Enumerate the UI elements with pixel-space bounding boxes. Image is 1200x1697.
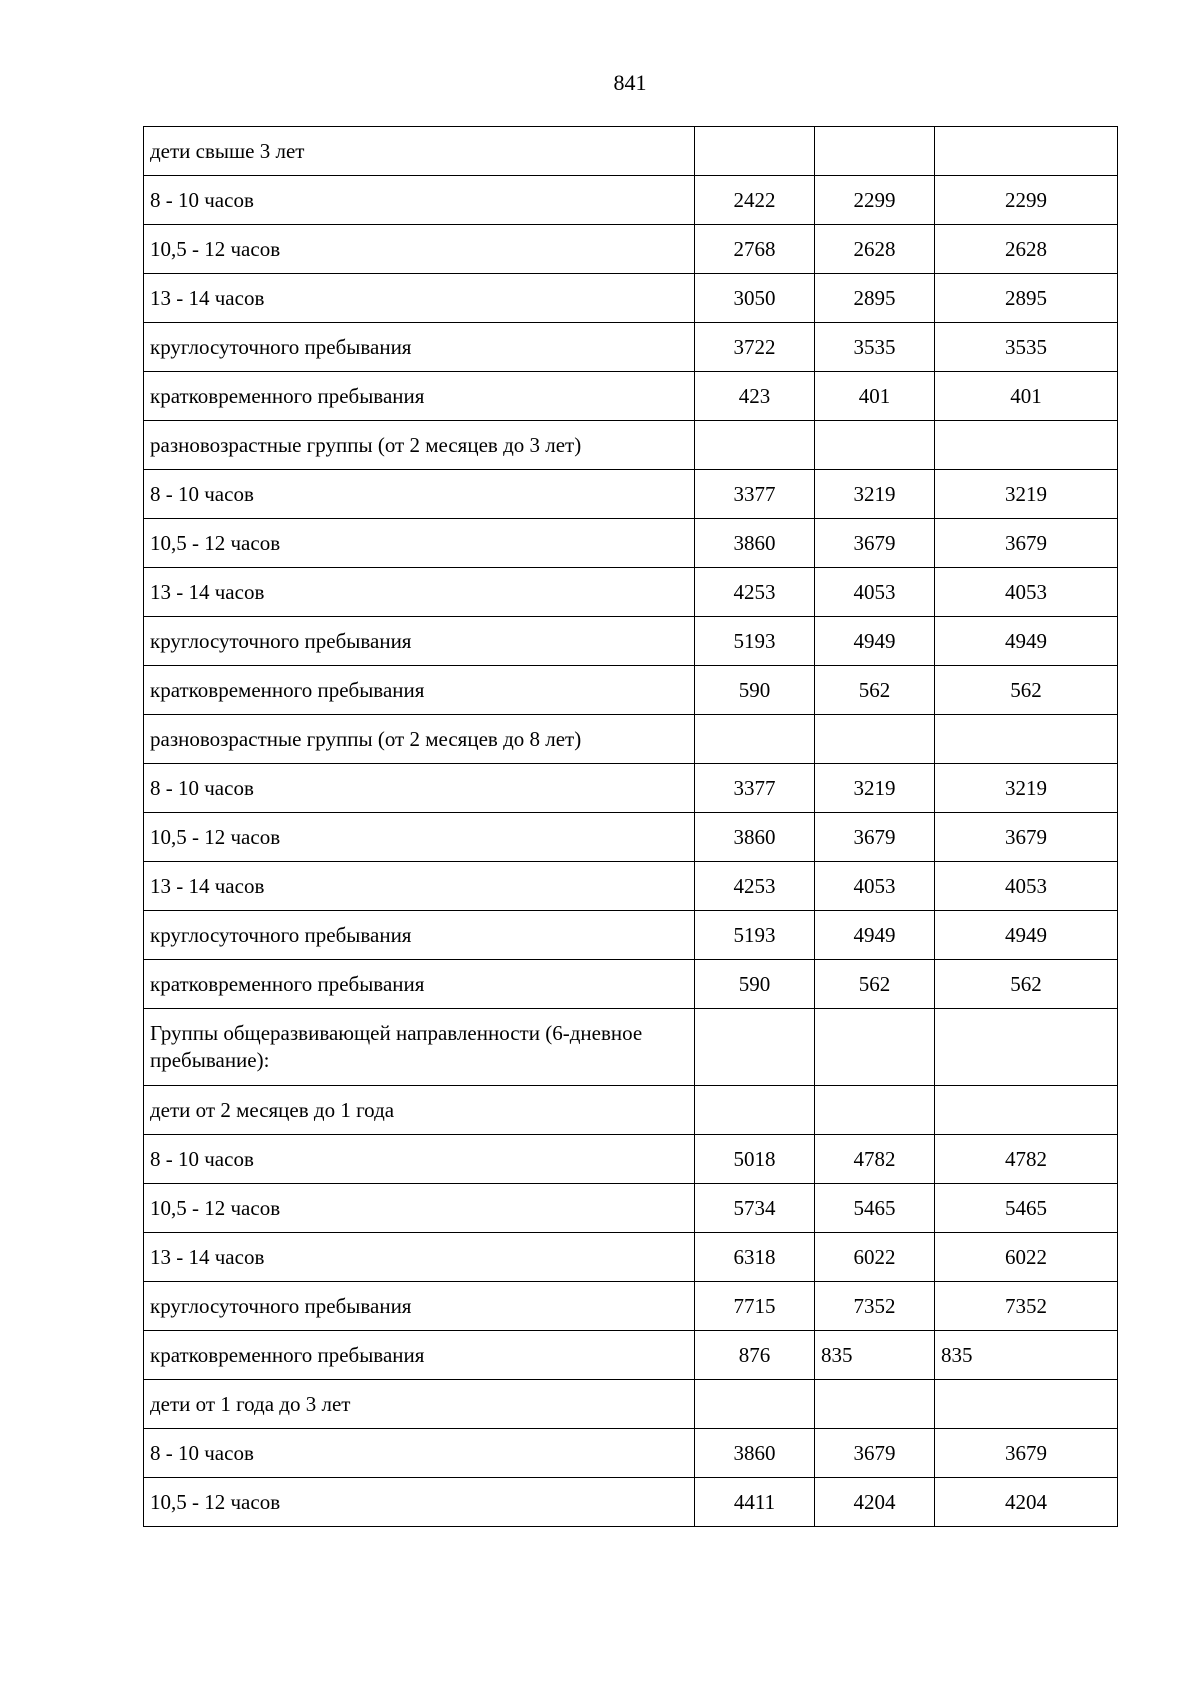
- value-cell-1: 590: [695, 666, 815, 715]
- table-row: [144, 862, 1118, 911]
- value-cell-3: 2895: [935, 274, 1118, 323]
- value-cell-3: [935, 715, 1118, 764]
- value-cell-3: 4053: [935, 862, 1118, 911]
- value-cell-3: 4949: [935, 911, 1118, 960]
- table-row: [144, 1380, 1118, 1429]
- value-cell-2: 835: [815, 1331, 935, 1380]
- row-label: дети от 2 месяцев до 1 года: [144, 1086, 695, 1135]
- value-cell-2: 6022: [815, 1233, 935, 1282]
- value-cell-1: 5193: [695, 617, 815, 666]
- row-label: 10,5 - 12 часов: [144, 1184, 695, 1233]
- value-cell-1: 3377: [695, 764, 815, 813]
- row-label: Группы общеразвивающей направленности (6-дневное пребывание):: [144, 1009, 695, 1086]
- row-label: круглосуточного пребывания: [144, 911, 695, 960]
- value-cell-2: [815, 715, 935, 764]
- value-cell-1: 3050: [695, 274, 815, 323]
- tariff-table: [143, 126, 1118, 1527]
- table-row: [144, 225, 1118, 274]
- value-cell-3: 5465: [935, 1184, 1118, 1233]
- row-label: 13 - 14 часов: [144, 862, 695, 911]
- value-cell-1: 3722: [695, 323, 815, 372]
- value-cell-1: 7715: [695, 1282, 815, 1331]
- table-row: [144, 1429, 1118, 1478]
- value-cell-1: 3860: [695, 1429, 815, 1478]
- value-cell-3: 562: [935, 666, 1118, 715]
- table-row: [144, 1009, 1118, 1086]
- row-label: 13 - 14 часов: [144, 568, 695, 617]
- value-cell-1: [695, 1380, 815, 1429]
- value-cell-2: 2628: [815, 225, 935, 274]
- table-row: [144, 372, 1118, 421]
- value-cell-3: 4204: [935, 1478, 1118, 1527]
- value-cell-3: 4782: [935, 1135, 1118, 1184]
- table-row: [144, 617, 1118, 666]
- row-label: 13 - 14 часов: [144, 1233, 695, 1282]
- value-cell-2: 4949: [815, 911, 935, 960]
- row-label: 8 - 10 часов: [144, 176, 695, 225]
- value-cell-3: 4949: [935, 617, 1118, 666]
- value-cell-2: [815, 1380, 935, 1429]
- value-cell-2: [815, 421, 935, 470]
- value-cell-3: [935, 127, 1118, 176]
- value-cell-1: 2422: [695, 176, 815, 225]
- table-row: [144, 960, 1118, 1009]
- value-cell-2: [815, 127, 935, 176]
- row-label: кратковременного пребывания: [144, 1331, 695, 1380]
- table-row: [144, 1135, 1118, 1184]
- table-row: [144, 127, 1118, 176]
- value-cell-2: [815, 1009, 935, 1086]
- value-cell-3: 562: [935, 960, 1118, 1009]
- table-row: [144, 1086, 1118, 1135]
- value-cell-3: 3679: [935, 1429, 1118, 1478]
- value-cell-1: 423: [695, 372, 815, 421]
- value-cell-2: 401: [815, 372, 935, 421]
- row-label: круглосуточного пребывания: [144, 323, 695, 372]
- value-cell-3: 3219: [935, 470, 1118, 519]
- table-row: [144, 666, 1118, 715]
- value-cell-2: 562: [815, 666, 935, 715]
- row-label: 13 - 14 часов: [144, 274, 695, 323]
- row-label: 10,5 - 12 часов: [144, 813, 695, 862]
- value-cell-3: 401: [935, 372, 1118, 421]
- value-cell-2: 562: [815, 960, 935, 1009]
- value-cell-1: 5193: [695, 911, 815, 960]
- row-label: 8 - 10 часов: [144, 470, 695, 519]
- row-label: дети от 1 года до 3 лет: [144, 1380, 695, 1429]
- page-number: 841: [613, 70, 647, 95]
- table-row: [144, 176, 1118, 225]
- value-cell-1: 5018: [695, 1135, 815, 1184]
- value-cell-1: 5734: [695, 1184, 815, 1233]
- value-cell-1: 6318: [695, 1233, 815, 1282]
- table-row: [144, 323, 1118, 372]
- table-row: [144, 568, 1118, 617]
- value-cell-3: 2628: [935, 225, 1118, 274]
- value-cell-1: [695, 715, 815, 764]
- value-cell-1: 590: [695, 960, 815, 1009]
- value-cell-2: 3219: [815, 764, 935, 813]
- value-cell-3: 835: [935, 1331, 1118, 1380]
- value-cell-2: 4204: [815, 1478, 935, 1527]
- row-label: кратковременного пребывания: [144, 666, 695, 715]
- value-cell-1: [695, 1086, 815, 1135]
- value-cell-2: 7352: [815, 1282, 935, 1331]
- value-cell-2: 4949: [815, 617, 935, 666]
- table-row: [144, 274, 1118, 323]
- row-label: 8 - 10 часов: [144, 1135, 695, 1184]
- row-label: разновозрастные группы (от 2 месяцев до 3 лет): [144, 421, 695, 470]
- row-label: 10,5 - 12 часов: [144, 519, 695, 568]
- row-label: дети свыше 3 лет: [144, 127, 695, 176]
- table-row: [144, 1282, 1118, 1331]
- value-cell-2: 3535: [815, 323, 935, 372]
- table-row: [144, 1233, 1118, 1282]
- row-label: разновозрастные группы (от 2 месяцев до 8 лет): [144, 715, 695, 764]
- row-label: 10,5 - 12 часов: [144, 1478, 695, 1527]
- value-cell-2: 4053: [815, 568, 935, 617]
- table-row: [144, 1478, 1118, 1527]
- value-cell-1: 3860: [695, 519, 815, 568]
- value-cell-2: 2895: [815, 274, 935, 323]
- value-cell-1: 4253: [695, 862, 815, 911]
- value-cell-1: [695, 127, 815, 176]
- value-cell-2: 3679: [815, 1429, 935, 1478]
- row-label: круглосуточного пребывания: [144, 1282, 695, 1331]
- table-row: [144, 813, 1118, 862]
- value-cell-2: 3219: [815, 470, 935, 519]
- table-row: [144, 1184, 1118, 1233]
- value-cell-3: 3219: [935, 764, 1118, 813]
- row-label: кратковременного пребывания: [144, 960, 695, 1009]
- value-cell-1: [695, 421, 815, 470]
- value-cell-2: 5465: [815, 1184, 935, 1233]
- value-cell-2: [815, 1086, 935, 1135]
- value-cell-1: 3860: [695, 813, 815, 862]
- table-row: [144, 764, 1118, 813]
- value-cell-1: 4411: [695, 1478, 815, 1527]
- value-cell-1: [695, 1009, 815, 1086]
- value-cell-1: 876: [695, 1331, 815, 1380]
- value-cell-2: 4782: [815, 1135, 935, 1184]
- value-cell-3: 3679: [935, 519, 1118, 568]
- table-row: [144, 911, 1118, 960]
- row-label: 8 - 10 часов: [144, 1429, 695, 1478]
- value-cell-2: 4053: [815, 862, 935, 911]
- value-cell-3: [935, 1009, 1118, 1086]
- value-cell-3: [935, 1086, 1118, 1135]
- value-cell-3: 4053: [935, 568, 1118, 617]
- row-label: 8 - 10 часов: [144, 764, 695, 813]
- value-cell-3: [935, 421, 1118, 470]
- value-cell-3: 6022: [935, 1233, 1118, 1282]
- row-label: 10,5 - 12 часов: [144, 225, 695, 274]
- value-cell-2: 2299: [815, 176, 935, 225]
- value-cell-2: 3679: [815, 813, 935, 862]
- value-cell-3: 7352: [935, 1282, 1118, 1331]
- value-cell-1: 2768: [695, 225, 815, 274]
- value-cell-3: 3679: [935, 813, 1118, 862]
- table-row: [144, 519, 1118, 568]
- row-label: круглосуточного пребывания: [144, 617, 695, 666]
- value-cell-3: 2299: [935, 176, 1118, 225]
- table-row: [144, 1331, 1118, 1380]
- value-cell-3: 3535: [935, 323, 1118, 372]
- value-cell-3: [935, 1380, 1118, 1429]
- value-cell-1: 4253: [695, 568, 815, 617]
- value-cell-2: 3679: [815, 519, 935, 568]
- value-cell-1: 3377: [695, 470, 815, 519]
- table-row: [144, 715, 1118, 764]
- table-row: [144, 470, 1118, 519]
- row-label: кратковременного пребывания: [144, 372, 695, 421]
- table-row: [144, 421, 1118, 470]
